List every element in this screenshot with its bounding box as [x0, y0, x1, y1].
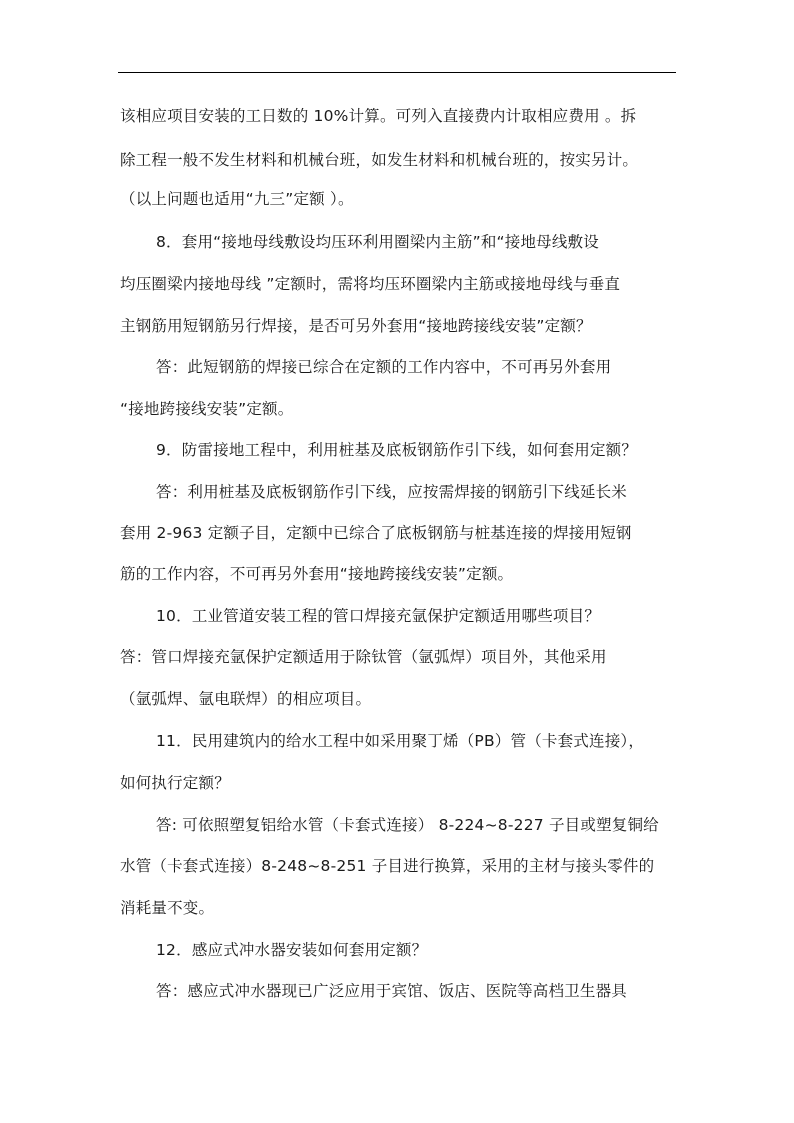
text-line: 答：利用桩基及底板钢筋作引下线，应按需焊接的钢筋引下线延长米	[156, 483, 628, 501]
text-line: 该相应项目安装的工日数的 10%计算。可列入直接费内计取相应费用 。拆	[120, 107, 637, 125]
text-line: “接地跨接线安装”定额。	[120, 400, 294, 418]
text-line: 9．防雷接地工程中，利用桩基及底板钢筋作引下线，如何套用定额？	[156, 441, 638, 459]
text-line: 如何执行定额？	[120, 774, 230, 792]
text-line: （氩弧焊、氩电联焊）的相应项目。	[120, 690, 372, 708]
text-line: 答：感应式冲水器现已广泛应用于宾馆、饭店、医院等高档卫生器具	[156, 982, 628, 1000]
text-line: 均压圈梁内接地母线 ”定额时，需将均压环圈梁内主筋或接地母线与垂直	[120, 275, 621, 293]
text-line: 12．感应式冲水器安装如何套用定额？	[156, 941, 428, 959]
text-line: 答：此短钢筋的焊接已综合在定额的工作内容中，不可再另外套用	[156, 358, 612, 376]
text-line: 11．民用建筑内的给水工程中如采用聚丁烯（PB）管（卡套式连接），	[156, 732, 645, 750]
text-line: 消耗量不变。	[120, 899, 215, 917]
text-line: 水管（卡套式连接）8-248~8-251 子目进行换算，采用的主材与接头零件的	[120, 857, 655, 875]
text-line: 筋的工作内容，不可再另外套用“接地跨接线安装”定额。	[120, 565, 514, 583]
text-line: 主钢筋用短钢筋另行焊接，是否可另外套用“接地跨接线安装”定额？	[120, 317, 592, 335]
text-line: 除工程一般不发生材料和机械台班，如发生材料和机械台班的，按实另计。	[120, 151, 639, 169]
text-line: 套用 2-963 定额子目，定额中已综合了底板钢筋与桩基连接的焊接用短钢	[120, 524, 632, 542]
text-line: （以上问题也适用“九三”定额 ）。	[120, 190, 354, 208]
text-line: 答：管口焊接充氩保护定额适用于除钛管（氩弧焊）项目外，其他采用	[120, 648, 607, 666]
text-line: 8．套用“接地母线敷设均压环利用圈梁内主筋”和“接地母线敷设	[156, 233, 599, 251]
text-line: 答: 可依照塑复铝给水管（卡套式连接） 8-224~8-227 子目或塑复铜给	[156, 816, 659, 834]
text-line: 10．工业管道安装工程的管口焊接充氩保护定额适用哪些项目？	[156, 607, 601, 625]
header-rule	[118, 72, 676, 73]
